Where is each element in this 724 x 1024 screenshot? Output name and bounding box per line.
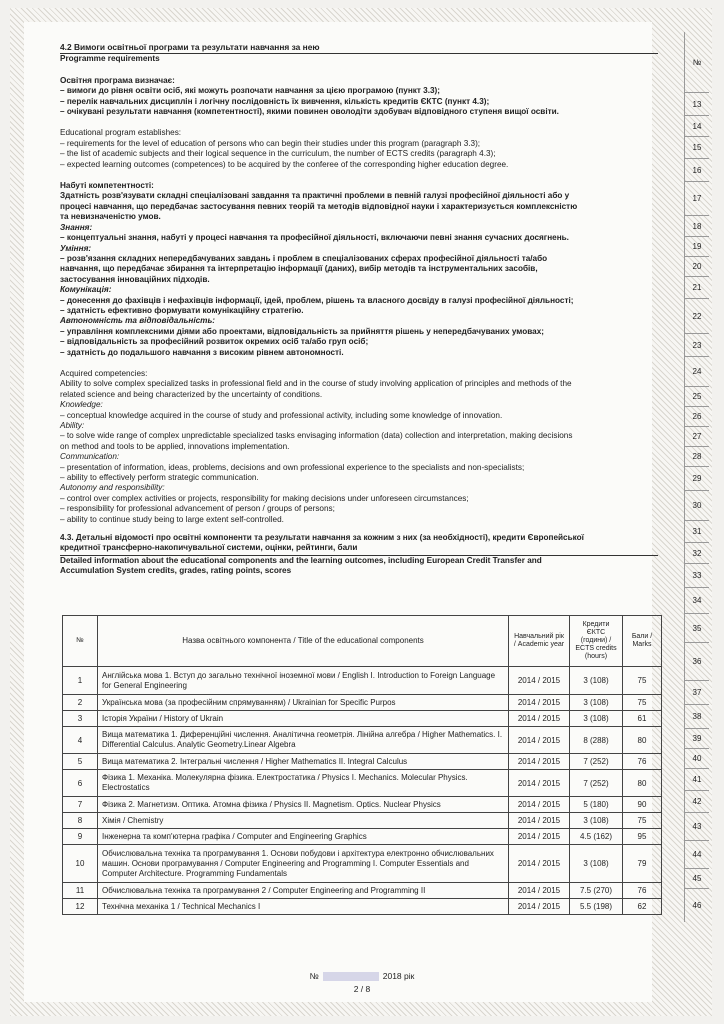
en-competencies-title: Acquired competencies: [60, 368, 148, 378]
section-4-2 [60, 42, 658, 577]
side-index-cell: 25 [684, 386, 709, 406]
text-line: – the list of academic subjects and their logical sequence in the curriculum, the number of ECTS credits (paragraph 4.3); [60, 149, 496, 159]
table-row [63, 711, 662, 727]
row-credits: 8 (288) [570, 727, 623, 754]
en-autonomy-label: Autonomy and responsibility: [60, 483, 165, 493]
row-credits: 3 (108) [570, 813, 623, 829]
row-marks: 76 [623, 754, 662, 770]
side-index-header: № [684, 32, 709, 92]
section-4-3-title-ua-1: 4.3. Детальні відомості про освітні компоненти та результати навчання за кожним з них (за необхідності), кредити Європейської [60, 533, 584, 543]
side-index-cell: 28 [684, 446, 709, 466]
text-line: Здатність розв'язувати складні спеціалізовані завдання та практичні проблеми в певній галузі професійної діяльності або у [60, 191, 570, 201]
text-line: – управління комплексними діями або проектами, відповідальність за прийняття рішень у непередбачуваних умовах; [60, 326, 545, 336]
text-line: – control over complex activities or projects, responsibility for making decisions under unforeseen circumstances; [60, 493, 469, 503]
table-row [63, 899, 662, 915]
row-marks: 80 [623, 727, 662, 754]
row-number: 9 [63, 829, 98, 845]
row-year: 2014 / 2015 [509, 829, 570, 845]
ua-communication-items [60, 296, 658, 317]
en-ability-label: Ability: [60, 421, 85, 430]
redacted-number [323, 972, 379, 981]
row-name: Історія України / History of Ukrain [98, 711, 509, 727]
row-name: Хімія / Chemistry [98, 813, 509, 829]
row-marks: 80 [623, 770, 662, 797]
row-year: 2014 / 2015 [509, 711, 570, 727]
row-name: Українська мова (за професійним спрямуванням) / Ukrainian for Specific Purpos [98, 695, 509, 711]
section-4-3-title-en-1: Detailed information about the educational components and the learning outcomes, including European Credit Transfer and [60, 555, 542, 565]
row-marks: 76 [623, 883, 662, 899]
text-line: Ability to solve complex specialized tasks in professional field and in the course of study involving application of principles and methods of the [60, 379, 572, 389]
side-index-cell: 27 [684, 426, 709, 446]
side-index-cell: 17 [684, 181, 709, 215]
row-credits: 5.5 (198) [570, 899, 623, 915]
row-year: 2014 / 2015 [509, 899, 570, 915]
side-index-cell: 37 [684, 680, 709, 704]
row-credits: 7 (252) [570, 754, 623, 770]
table-row [63, 770, 662, 797]
row-year: 2014 / 2015 [509, 727, 570, 754]
side-index-cell: 16 [684, 158, 709, 181]
text-line: – ability to effectively perform strategic communication. [60, 473, 259, 483]
row-credits: 3 (108) [570, 667, 623, 695]
side-index-cell: 45 [684, 868, 709, 888]
en-knowledge-items [60, 411, 658, 421]
ua-items [60, 86, 658, 117]
side-index-cell: 23 [684, 333, 709, 356]
side-index-cell: 26 [684, 406, 709, 426]
en-communication-label: Communication: [60, 452, 120, 462]
row-marks: 62 [623, 899, 662, 915]
text-line: related science and being characterized by the uncertainty of conditions. [60, 389, 323, 399]
side-index-cell: 36 [684, 642, 709, 680]
side-index-cell: 38 [684, 704, 709, 728]
row-year: 2014 / 2015 [509, 695, 570, 711]
side-index-cell: 43 [684, 812, 709, 840]
en-knowledge-label: Knowledge: [60, 400, 103, 410]
text-line: – conceptual knowledge acquired in the course of study and professional activity, including some knowledge of innovation. [60, 410, 503, 420]
col-header-title: Назва освітнього компонента / Title of the educational components [98, 616, 509, 667]
side-index-cell: 32 [684, 542, 709, 563]
text-line: – відповідальність за професійний розвиток окремих осіб та/або груп осіб; [60, 337, 369, 347]
table-row [63, 727, 662, 754]
side-index-cell: 35 [684, 613, 709, 642]
table-row [63, 883, 662, 899]
ua-skills-items [60, 254, 658, 285]
row-year: 2014 / 2015 [509, 797, 570, 813]
en-autonomy-items [60, 494, 658, 525]
footer-year: 2018 рік [382, 971, 415, 981]
row-marks: 61 [623, 711, 662, 727]
table-row [63, 845, 662, 883]
ua-autonomy-items [60, 327, 658, 358]
row-number: 6 [63, 770, 98, 797]
row-credits: 4.5 (162) [570, 829, 623, 845]
table-row [63, 695, 662, 711]
text-line: – to solve wide range of complex unpredictable specialized tasks envisaging information (data) collection and interpretation, making decisions [60, 431, 573, 441]
row-credits: 7 (252) [570, 770, 623, 797]
side-index-cell: 46 [684, 888, 709, 922]
text-line: – здатність до подальшого навчання з високим рівнем автономності. [60, 347, 344, 357]
row-credits: 3 (108) [570, 711, 623, 727]
ua-knowledge-label: Знання: [60, 222, 93, 232]
table-row [63, 667, 662, 695]
text-line: – розв'язання складних непередбачуваних завдань і проблем в спеціалізованих сферах професійної діяльності та/або [60, 253, 548, 263]
text-line: on method and tools to be applied, innovations implementation. [60, 441, 290, 451]
row-marks: 90 [623, 797, 662, 813]
row-year: 2014 / 2015 [509, 883, 570, 899]
ua-competencies-title: Набуті компетентності: [60, 181, 154, 191]
row-name: Вища математика 1. Диференційні числення. Аналітична геометрія. Лінійна алгебра / Higher Mathematics. I. Differential Calculus. Analytic Geometry.Linear Algebra [98, 727, 509, 754]
side-index-cell: 41 [684, 768, 709, 790]
table-header-row [63, 616, 662, 667]
footer-number-prefix: № [309, 971, 319, 981]
page-number: 2 / 8 [353, 984, 371, 994]
row-number: 8 [63, 813, 98, 829]
footer-line [0, 971, 724, 981]
ua-knowledge-items [60, 233, 658, 243]
row-credits: 3 (108) [570, 695, 623, 711]
table-body [63, 667, 662, 915]
table-row [63, 754, 662, 770]
text-line: процесі навчання, що передбачає застосування певних теорій та методів відповідної науки і характеризується комплексністю [60, 201, 578, 211]
text-line: – ability to continue study being to large extent self-controlled. [60, 514, 284, 524]
table-row [63, 813, 662, 829]
row-name: Вища математика 2. Інтегральні числення / Higher Mathematics II. Integral Calculus [98, 754, 509, 770]
row-number: 11 [63, 883, 98, 899]
text-line: застосування інноваційних підходів. [60, 274, 210, 284]
row-name: Технічна механіка 1 / Technical Mechanics I [98, 899, 509, 915]
row-marks: 95 [623, 829, 662, 845]
text-line: – перелік навчальних дисциплін і логічну послідовність їх вивчення, кількість кредитів ЄКТС (пункт 4.3); [60, 96, 490, 106]
col-header-marks: Бали / Marks [623, 616, 662, 667]
row-name: Англійська мова 1. Вступ до загально технічної іноземної мови / English I. Introduction to Foreign Language for General Engineering [98, 667, 509, 695]
row-credits: 7.5 (270) [570, 883, 623, 899]
side-index-column [660, 32, 708, 922]
text-line: – requirements for the level of education of persons who can begin their studies under this program (paragraph 3.3); [60, 138, 481, 148]
table-row [63, 797, 662, 813]
side-index-cell: 30 [684, 490, 709, 520]
row-name: Фізика 1. Механіка. Молекулярна фізика. Електростатика / Physics I. Mechanics. Molecular Physics. Electrostatics [98, 770, 509, 797]
row-marks: 75 [623, 813, 662, 829]
ua-intro: Освітня програма визначає: [60, 75, 175, 85]
row-name: Обчислювальна техніка та програмування 2 / Computer Engineering and Programming II [98, 883, 509, 899]
side-index-cell: 19 [684, 236, 709, 256]
section-4-3-title-ua-2: кредитної трансферно-накопичувальної системи, оцінки, рейтинги, бали [60, 543, 658, 555]
row-number: 4 [63, 727, 98, 754]
side-index-cell: 22 [684, 298, 709, 333]
row-marks: 75 [623, 695, 662, 711]
row-number: 7 [63, 797, 98, 813]
ua-autonomy-label: Автономність та відповідальність: [60, 316, 216, 326]
text-line: – концептуальні знання, набуті у процесі навчання та професійної діяльності, включаючи певні знання сучасних досягнень. [60, 233, 569, 243]
row-marks: 75 [623, 667, 662, 695]
row-credits: 3 (108) [570, 845, 623, 883]
row-number: 10 [63, 845, 98, 883]
row-name: Фізика 2. Магнетизм. Оптика. Атомна фізика / Physics II. Magnetism. Optics. Nuclear Physics [98, 797, 509, 813]
text-line: – expected learning outcomes (competences) to be acquired by the conferee of the corresponding higher education degree. [60, 159, 509, 169]
col-header-num: № [63, 616, 98, 667]
en-ability-items [60, 431, 658, 452]
row-name: Інженерна та комп'ютерна графіка / Computer and Engineering Graphics [98, 829, 509, 845]
ua-skills-label: Уміння: [60, 243, 92, 253]
row-number: 2 [63, 695, 98, 711]
side-index-cell: 20 [684, 256, 709, 276]
side-index-cell: 13 [684, 92, 709, 115]
row-number: 5 [63, 754, 98, 770]
text-line: – presentation of information, ideas, problems, decisions and own professional experience to the specialists and non-specialists; [60, 462, 525, 472]
side-index-cell: 15 [684, 136, 709, 158]
side-index-cell: 18 [684, 215, 709, 236]
components-table [62, 615, 662, 915]
section-4-2-title: 4.2 Вимоги освітньої програми та результати навчання за нею [60, 42, 658, 54]
side-index-cell: 29 [684, 466, 709, 490]
col-header-credits: Кредити ЄКТС (години) / ECTS credits (hours) [570, 616, 623, 667]
side-index-cell: 42 [684, 790, 709, 812]
text-line: – очікувані результати навчання (компетентності), якими повинен оволодіти здобувач відповідного ступеня вищої освіти. [60, 107, 559, 117]
row-name: Обчислювальна техніка та програмування 1. Основи побудови і архітектура електронно обчислювальних машин. Основи програмування / Computer Engineering and Programming I. Computer Essentials and Computer Architecture. Programming Fundamentals [98, 845, 509, 883]
col-header-year: Навчальний рік / Academic year [509, 616, 570, 667]
side-index-cell: 39 [684, 728, 709, 748]
table-row [63, 829, 662, 845]
text-line: та невизначеністю умов. [60, 212, 161, 222]
text-line: – вимоги до рівня освіти осіб, які можуть розпочати навчання за цією програмою (пункт 3.3); [60, 86, 440, 96]
side-index-cell: 21 [684, 276, 709, 298]
ua-communication-label: Комунікація: [60, 285, 112, 295]
row-year: 2014 / 2015 [509, 770, 570, 797]
text-line: навчання, що передбачає збирання та інтерпретацію інформації (даних), вибір методів та інструментальних засобів, [60, 264, 538, 274]
row-year: 2014 / 2015 [509, 667, 570, 695]
ua-competencies-text [60, 191, 658, 222]
side-index-cell: 31 [684, 520, 709, 542]
row-marks: 79 [623, 845, 662, 883]
side-index-cell: 33 [684, 563, 709, 587]
en-intro: Educational program establishes: [60, 128, 182, 138]
row-year: 2014 / 2015 [509, 813, 570, 829]
side-index-cell: 44 [684, 840, 709, 868]
text-line: – здатність ефективно формувати комунікаційну стратегію. [60, 305, 304, 315]
side-index-cell: 40 [684, 748, 709, 768]
en-communication-items [60, 463, 658, 484]
en-competencies-text [60, 379, 658, 400]
row-number: 12 [63, 899, 98, 915]
side-index-cell: 24 [684, 356, 709, 386]
en-items [60, 139, 658, 170]
row-number: 3 [63, 711, 98, 727]
section-4-3-title-en-2: Accumulation System credits, grades, rating points, scores [60, 566, 292, 576]
side-index-cell: 14 [684, 115, 709, 136]
row-credits: 5 (180) [570, 797, 623, 813]
section-4-2-title-en: Programme requirements [60, 54, 160, 64]
text-line: – донесення до фахівців і нефахівців інформації, ідей, проблем, рішень та власного досвіду в галузі професійної діяльності; [60, 295, 574, 305]
row-number: 1 [63, 667, 98, 695]
row-year: 2014 / 2015 [509, 754, 570, 770]
side-index-cell: 34 [684, 587, 709, 613]
text-line: – responsibility for professional advancement of person / groups of persons; [60, 504, 335, 514]
row-year: 2014 / 2015 [509, 845, 570, 883]
